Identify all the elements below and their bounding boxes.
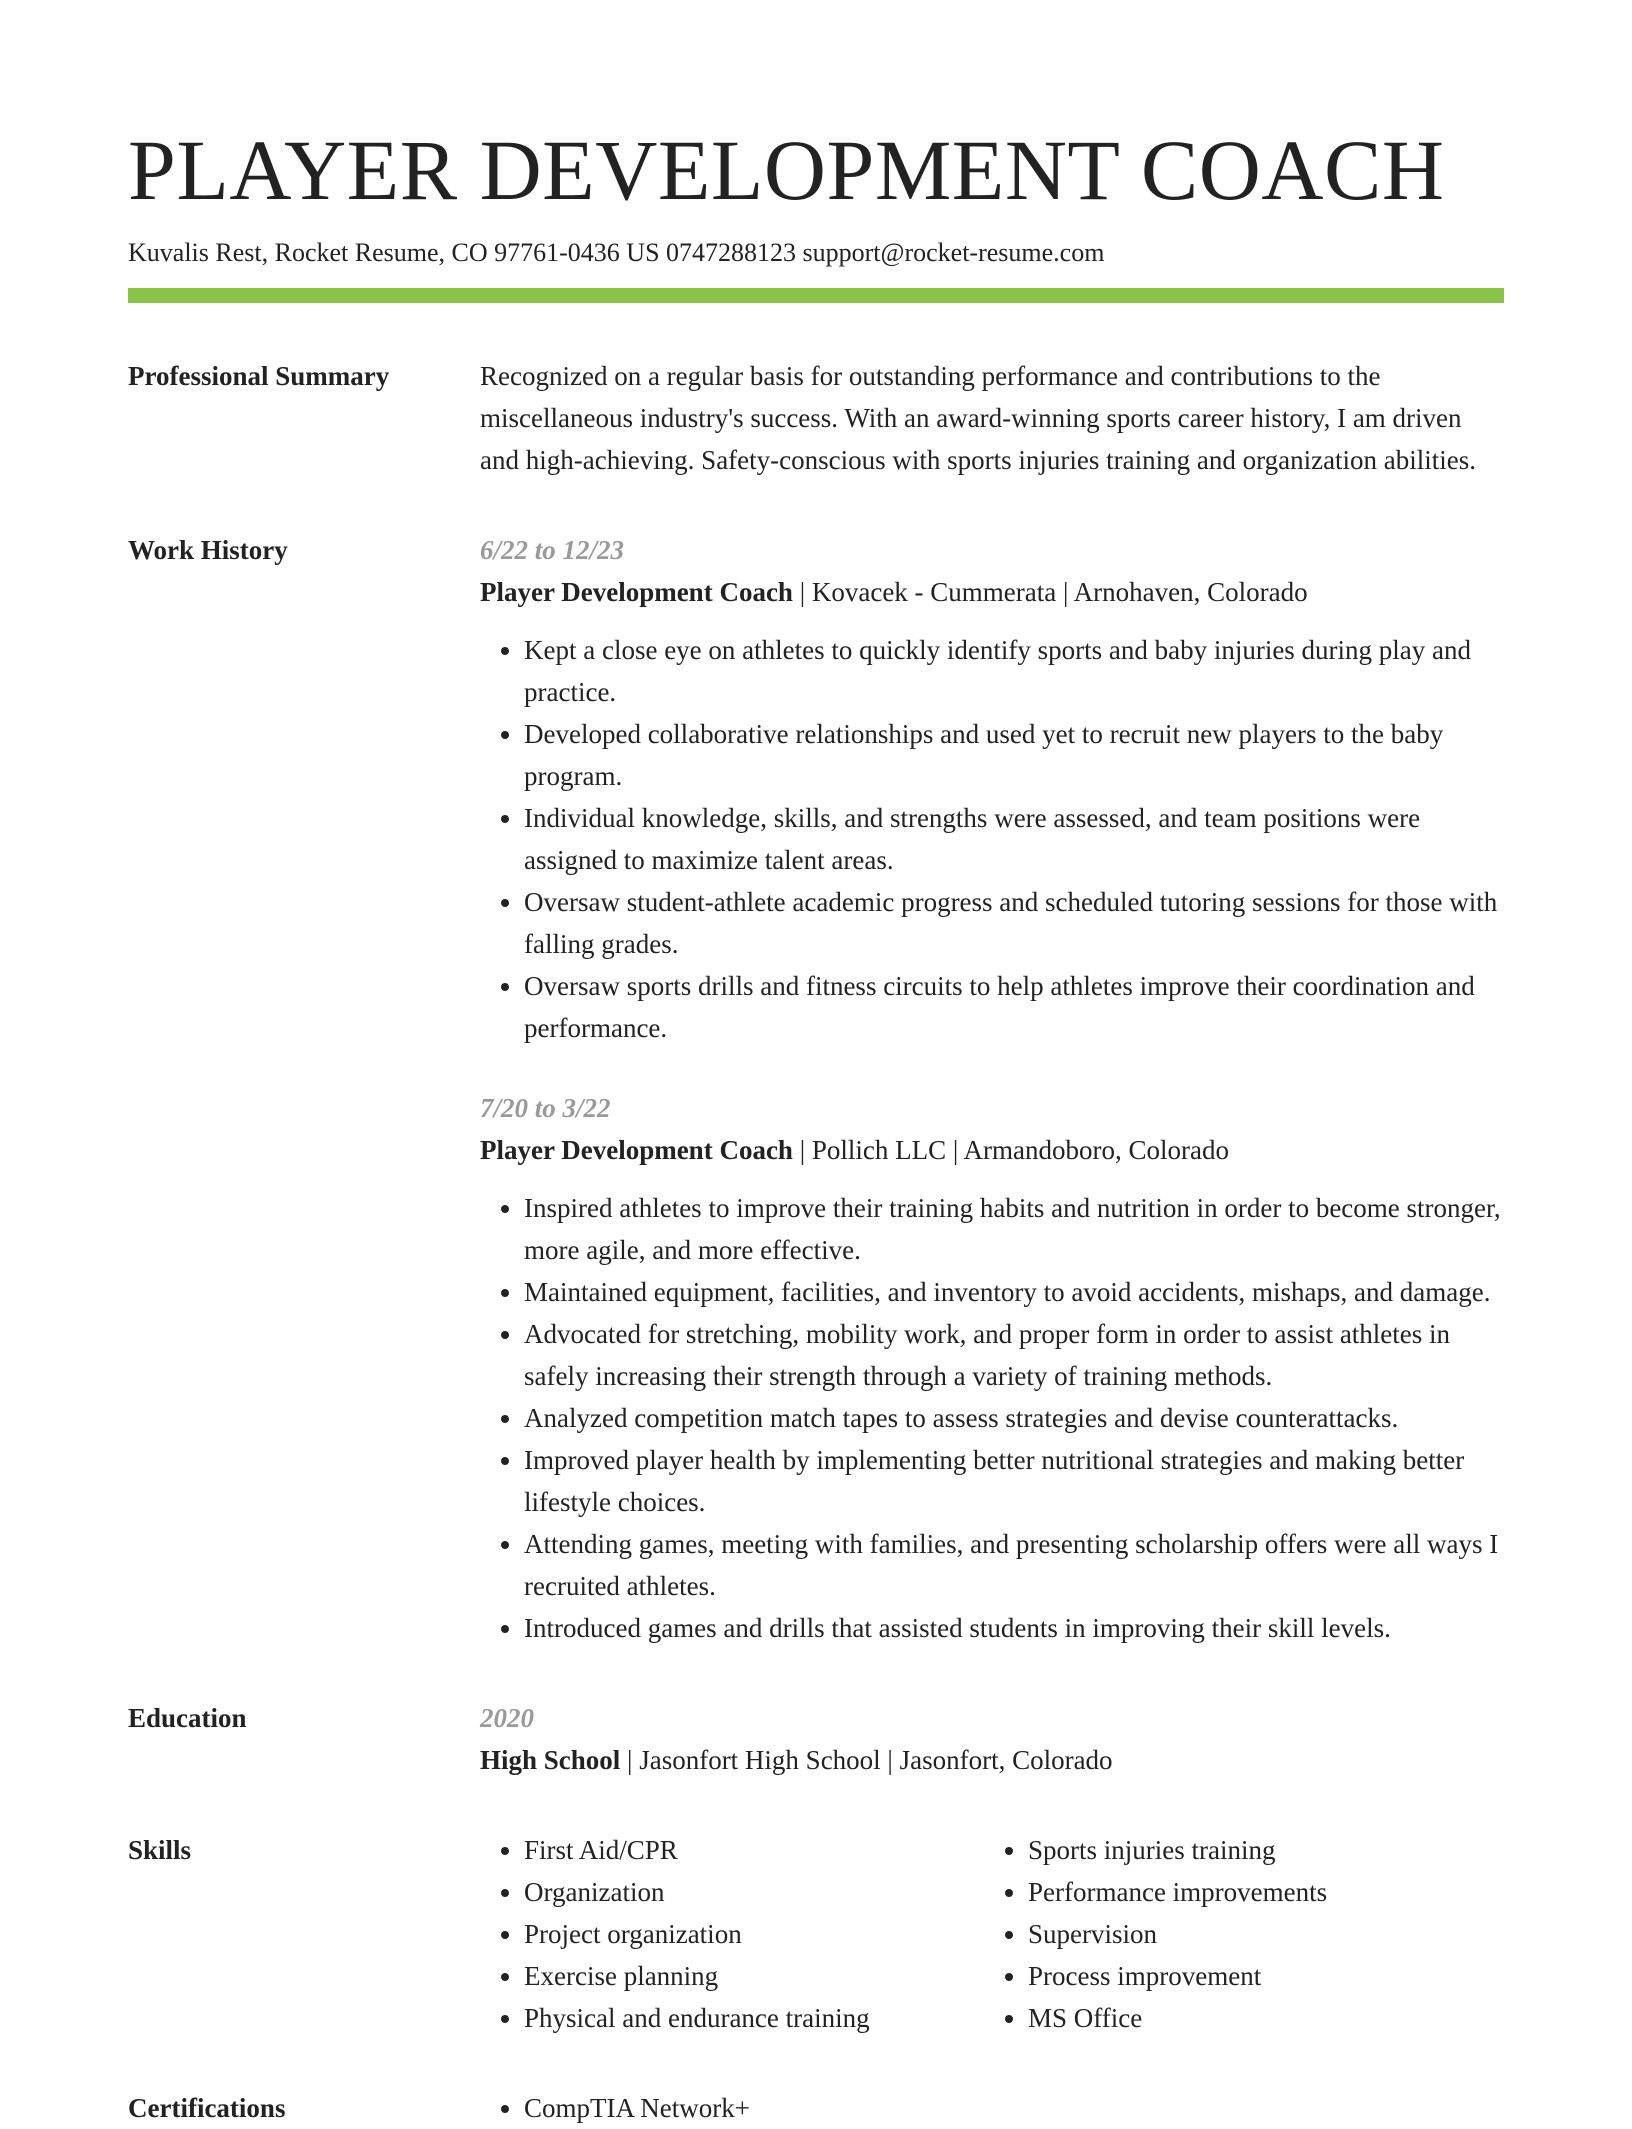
list-item: • Oversaw student-athlete academic progress and scheduled tutoring sessions for those with falling grades. xyxy=(524,881,1504,965)
job-details: | Pollich LLC | Armandoboro, Colorado xyxy=(792,1135,1229,1165)
certifications-heading: Certifications xyxy=(128,2093,286,2123)
list-item: • Advocated for stretching, mobility work, and proper form in order to assist athletes in safely increasing their strength through a variety of training methods. xyxy=(524,1313,1504,1397)
accent-rule xyxy=(128,288,1504,303)
list-item: • Kept a close eye on athletes to quickly identify sports and baby injuries during play and practice. xyxy=(524,629,1504,713)
skills-columns xyxy=(480,1829,1504,2039)
skills-section xyxy=(128,1829,1504,2039)
education-year: 2020 xyxy=(480,1703,534,1733)
list-item: • Project organization xyxy=(524,1913,984,1955)
summary-heading: Professional Summary xyxy=(128,361,390,391)
job-bullets xyxy=(480,1187,1504,1649)
list-item: • Analyzed competition match tapes to assess strategies and devise counterattacks. xyxy=(524,1397,1504,1439)
certifications-list xyxy=(480,2087,1504,2129)
job-entry xyxy=(480,1087,1504,1649)
job-bullets xyxy=(480,629,1504,1049)
list-item: • MS Office xyxy=(1028,1997,1327,2039)
list-item: • Performance improvements xyxy=(1028,1871,1327,1913)
list-item: • Supervision xyxy=(1028,1913,1327,1955)
summary-text: Recognized on a regular basis for outstanding performance and contributions to the miscellaneous industry's success. With an award-winning sports career history, I am driven and high-achieving. Safety-conscious with sports injuries training and organization abilities. xyxy=(480,361,1477,475)
education-heading: Education xyxy=(128,1703,247,1733)
list-item: • Organization xyxy=(524,1871,984,1913)
list-item: • Physical and endurance training xyxy=(524,1997,984,2039)
list-item: • Process improvement xyxy=(1028,1955,1327,1997)
list-item: • Introduced games and drills that assisted students in improving their skill levels. xyxy=(524,1607,1504,1649)
education-line xyxy=(480,1739,1504,1781)
work-section xyxy=(128,529,1504,1649)
list-item: • Maintained equipment, facilities, and inventory to avoid accidents, mishaps, and damage. xyxy=(524,1271,1504,1313)
list-item: • Individual knowledge, skills, and strengths were assessed, and team positions were assigned to maximize talent areas. xyxy=(524,797,1504,881)
job-title-line xyxy=(480,1129,1504,1171)
skills-heading: Skills xyxy=(128,1835,192,1865)
skills-column-2 xyxy=(984,1829,1327,2039)
work-heading: Work History xyxy=(128,535,288,565)
education-details: | Jasonfort High School | Jasonfort, Colorado xyxy=(620,1745,1113,1775)
list-item: • Oversaw sports drills and fitness circuits to help athletes improve their coordination and performance. xyxy=(524,965,1504,1049)
job-title: Player Development Coach xyxy=(480,577,793,607)
contact-line: Kuvalis Rest, Rocket Resume, CO 97761-0436 US 0747288123 support@rocket-resume.com xyxy=(128,238,1105,267)
certifications-section xyxy=(128,2087,1504,2129)
summary-section xyxy=(128,355,1504,481)
list-item: • Developed collaborative relationships and used yet to recruit new players to the baby program. xyxy=(524,713,1504,797)
job-details: | Kovacek - Cummerata | Arnohaven, Colorado xyxy=(792,577,1308,607)
skills-column-1 xyxy=(480,1829,984,2039)
list-item: • Inspired athletes to improve their training habits and nutrition in order to become stronger, more agile, and more effective. xyxy=(524,1187,1504,1271)
resume-name: PLAYER DEVELOPMENT COACH xyxy=(128,122,1445,218)
list-item: • Attending games, meeting with families, and presenting scholarship offers were all ways I recruited athletes. xyxy=(524,1523,1504,1607)
job-entry xyxy=(480,529,1504,1049)
list-item: • First Aid/CPR xyxy=(524,1829,984,1871)
education-section xyxy=(128,1697,1504,1781)
job-dates: 7/20 to 3/22 xyxy=(480,1093,611,1123)
list-item: • CompTIA Network+ xyxy=(524,2087,1504,2129)
education-degree: High School xyxy=(480,1745,621,1775)
list-item: • Improved player health by implementing better nutritional strategies and making better lifestyle choices. xyxy=(524,1439,1504,1523)
list-item: • Exercise planning xyxy=(524,1955,984,1997)
job-title: Player Development Coach xyxy=(480,1135,793,1165)
job-title-line xyxy=(480,571,1504,613)
list-item: • Sports injuries training xyxy=(1028,1829,1327,1871)
job-dates: 6/22 to 12/23 xyxy=(480,535,625,565)
